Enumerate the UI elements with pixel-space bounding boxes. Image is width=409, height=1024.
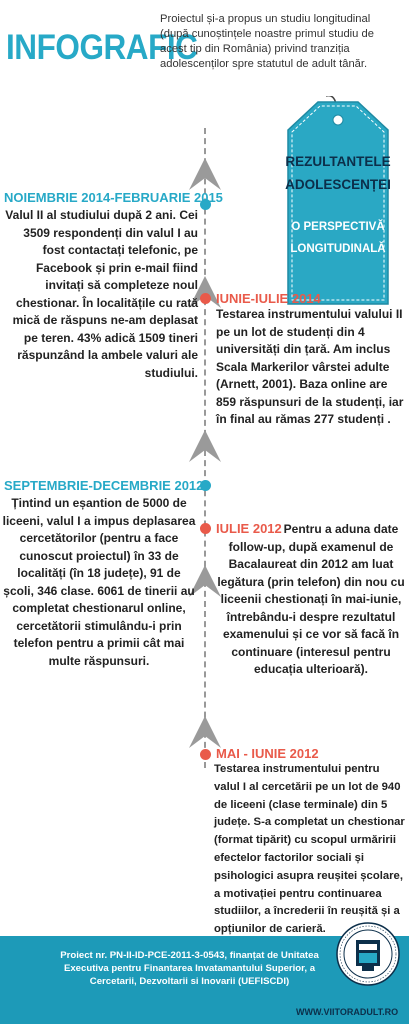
tag-line-2: ADOLESCENȚEI [285, 177, 391, 192]
timeline-text: Țintind un eșantion de 5000 de liceeni, valul I a impus deplasarea cercetătorilor (pentru a face cunoscut proiectul) în 33 de localități (în 18 județe), 91 de școli, 346 clase. 6061 de tinerii au completat chestionarul online, cercetătorii stimulându-i prin telefon pentru a primii cât mai multe răspunsuri. [2, 496, 196, 668]
intro-text: Proiectul și-a propus un studiu longitudinal (după cunoștințele noastre primul studiu de acest tip din România) privind tranziția adolescenților spre statutul de adult tânăr. [160, 13, 374, 70]
timeline-text: Testarea instrumentului valului II pe un lot de studenți din 4 universități din țară. Am inclus Scala Markerilor vârstei adulte (Arnett, 2001). Baza online are 859 răspunsuri de la studenți, iar în final au rămas 277 studenți . [216, 307, 404, 426]
university-seal-icon [336, 922, 400, 986]
timeline-text: Testarea instrumentului pentru valul I al cercetării pe un lot de 940 de liceeni (clase terminale) din 5 județe. S-a completat un chestionar (format tipărit) cu scopul urmăririi efectelor factorilor sociali și psihologici asupra reușitei școlare, a motivației pentru continuarea studiilor, a încrederii în reușită și a opțiunilor de carieră. [214, 763, 405, 936]
timeline-dot [200, 523, 211, 534]
timeline-text: Pentru a aduna date follow-up, după examenul de Bacalaureat din 2012 am luat legătura (prin telefon) din nou cu liceenii chestionați în mai-iunie, întrebându-i despre rezultatul examenului și ce vor să facă în continuare (interesul pentru educația ulterioară). [217, 522, 405, 676]
tag-label [282, 96, 394, 310]
tag-line-3: O PERSPECTIVĂ [291, 221, 385, 233]
timeline-text: Valul II al studiului după 2 ani. Cei 3509 respondenți din valul I au fost contactați telefonic, pe Facebook și prin e-mail fiind invitați să completeze noul chestionar. În localitățile cu rată mică de răspuns ne-am deplasat pe teren. 43% adică 1509 tineri răspunzând la ambele valuri ale studiului. [5, 208, 198, 380]
footer-text: Proiect nr. PN-II-ID-PCE-2011-3-0543, finanțat de Unitatea Executiva pentru Finantarea Invatamantului Superior, a Cercetarii, Dezvoltarii si Inovarii (UEFISCDI) [60, 950, 319, 987]
arrow-up-icon [187, 422, 223, 466]
page-title: INFOGRAFIC [6, 28, 198, 67]
timeline-dot [200, 293, 211, 304]
timeline-date: MAI - IUNIE 2012 [216, 746, 319, 761]
timeline-date: IULIE 2012 [216, 521, 282, 536]
timeline-dot [200, 749, 211, 760]
timeline-date: NOIEMBRIE 2014-FEBRUARIE 2015 [4, 190, 223, 205]
tag-line-1: REZULTANTELE [285, 154, 391, 169]
timeline-date: SEPTEMBRIE-DECEMBRIE 2012 [4, 478, 204, 493]
arrow-up-icon [187, 150, 223, 194]
timeline-date: IUNIE-IULIE 2014 [216, 291, 321, 306]
website-link[interactable]: WWW.VIITORADULT.RO [296, 1007, 399, 1017]
tag-line-4: LONGITUDINALĂ [290, 243, 386, 255]
